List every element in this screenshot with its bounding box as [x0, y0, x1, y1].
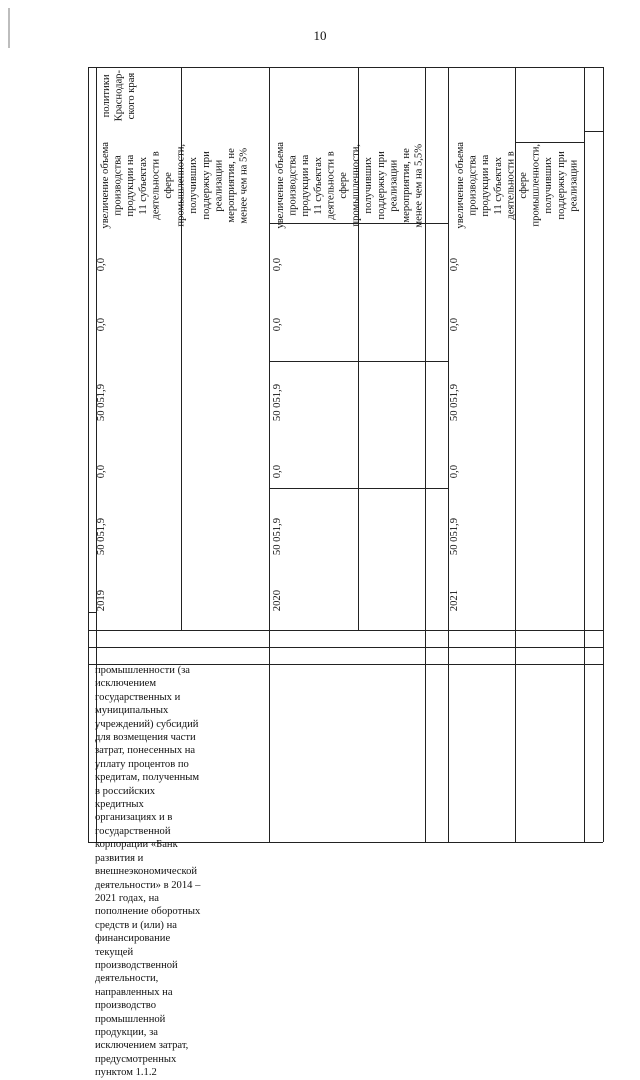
total-2020: 50 051,9 [272, 518, 283, 556]
fed-2021: 0,0 [449, 465, 460, 479]
measure-description: промышленности (за исключением государственных и муниципальных учреждений) субсидий для возмещения части затрат, понесенных на уплату процентов по кредитам, полученным в российских кредитных организациях и в государственной корпорации «Банк развития и внешнеэкономической деятельности» в 2014 – 2021 годах, на пополнение оборотных средств и (или) на финансирование текущей производственной деятельности, направленных на производство промышленной продукции, за исключением затрат, предусмотренных пунктом 1.1.2 [95, 665, 201, 1079]
other-2021: 0,0 [449, 258, 460, 272]
result-2019: увеличение объема производства продукции на 11 субъектах деятельности в сфере промышленности, получивших поддержку при реализации мероприятия, не менее чем на 5% [100, 142, 250, 229]
executor-cell: политики Краснодар- ского края [101, 70, 138, 122]
other-2020: 0,0 [272, 258, 283, 272]
krai-2019: 50 051,9 [96, 384, 107, 422]
local-2019: 0,0 [96, 318, 107, 332]
local-2020: 0,0 [272, 318, 283, 332]
total-2021: 50 051,9 [449, 518, 460, 556]
fed-2019: 0,0 [96, 465, 107, 479]
local-2021: 0,0 [449, 318, 460, 332]
other-2019: 0,0 [96, 258, 107, 272]
scan-edge-mark [8, 8, 10, 48]
krai-2020: 50 051,9 [272, 384, 283, 422]
result-2020: увеличение объема производства продукции на 11 субъектах деятельности в сфере промышленности, получивших поддержку при реализации мероприятия, не менее чем на 5,5% [275, 142, 425, 229]
fed-2020: 0,0 [272, 465, 283, 479]
total-2019: 50 051,9 [96, 518, 107, 556]
year-2021: 2021 [449, 590, 460, 612]
krai-2021: 50 051,9 [449, 384, 460, 422]
page-number: 10 [313, 28, 327, 43]
result-2021: увеличение объема производства продукции на 11 субъектах деятельности в сфере промышленности, получивших поддержку при реализации [455, 142, 580, 229]
year-2020: 2020 [272, 590, 283, 612]
year-2019: 2019 [96, 590, 107, 612]
